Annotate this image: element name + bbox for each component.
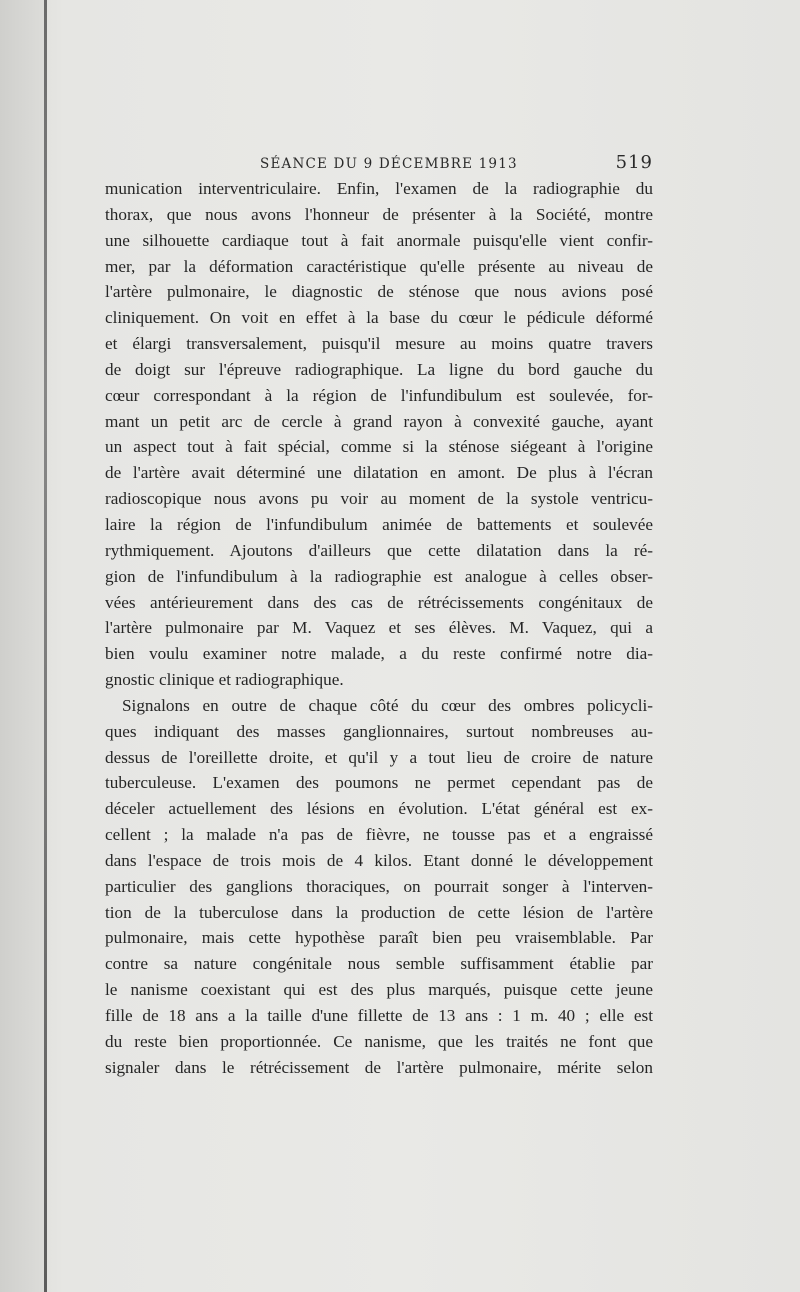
running-title: SÉANCE DU 9 DÉCEMBRE 1913 — [260, 156, 518, 172]
text-line: une silhouette cardiaque tout à fait anormale puisqu'elle vient confir- — [105, 230, 653, 250]
paragraph — [105, 693, 653, 1081]
text-line: laire la région de l'infundibulum animée de battements et soulevée — [105, 514, 653, 534]
text-line: un aspect tout à fait spécial, comme si la sténose siégeant à l'origine — [105, 437, 653, 457]
text-line: vées antérieurement dans des cas de rétrécissements congénitaux de — [105, 592, 653, 612]
text-line: rythmiquement. Ajoutons d'ailleurs que cette dilatation dans la ré- — [105, 540, 653, 560]
running-head — [105, 150, 653, 176]
text-line: radioscopique nous avons pu voir au moment de la systole ventricu- — [105, 489, 653, 509]
text-line: et élargi transversalement, puisqu'il mesure au moins quatre travers — [105, 334, 653, 354]
text-line: mant un petit arc de cercle à grand rayon à convexité gauche, ayant — [105, 411, 653, 431]
binding-edge — [44, 0, 47, 1292]
text-line: signaler dans le rétrécissement de l'artère pulmonaire, mérite selon — [105, 1057, 653, 1077]
text-line: de doigt sur l'épreuve radiographique. La ligne du bord gauche du — [105, 359, 653, 379]
text-line: bien voulu examiner notre malade, a du reste confirmé notre dia- — [105, 644, 653, 664]
text-line: dans l'espace de trois mois de 4 kilos. Etant donné le développement — [105, 850, 653, 870]
text-line: Signalons en outre de chaque côté du cœur des ombres policycli- — [122, 695, 653, 715]
text-line: particulier des ganglions thoraciques, on pourrait songer à l'interven- — [105, 876, 653, 896]
text-line: déceler actuellement des lésions en évolution. L'état général est ex- — [105, 799, 653, 819]
text-line: tuberculeuse. L'examen des poumons ne permet cependant pas de — [105, 773, 653, 793]
text-line: l'artère pulmonaire par M. Vaquez et ses élèves. M. Vaquez, qui a — [105, 618, 653, 638]
text-line: gnostic clinique et radiographique. — [105, 670, 344, 690]
text-line: mer, par la déformation caractéristique qu'elle présente au niveau de — [105, 256, 653, 276]
text-line: munication interventriculaire. Enfin, l'examen de la radiographie du — [105, 179, 653, 198]
text-line: gion de l'infundibulum à la radiographie est analogue à celles obser- — [105, 566, 653, 586]
text-line: du reste bien proportionnée. Ce nanisme, que les traités ne font que — [105, 1031, 653, 1051]
body-text — [105, 176, 653, 1081]
text-line: cœur correspondant à la région de l'infundibulum est soulevée, for- — [105, 385, 653, 405]
text-line: ques indiquant des masses ganglionnaires, surtout nombreuses au- — [105, 721, 653, 741]
binding-shadow — [0, 0, 44, 1292]
text-line: contre sa nature congénitale nous semble suffisamment établie par — [105, 954, 653, 974]
text-line: fille de 18 ans a la taille d'une fillette de 13 ans : 1 m. 40 ; elle est — [105, 1006, 653, 1025]
page-number: 519 — [615, 152, 653, 173]
paragraph — [105, 176, 653, 693]
text-line: pulmonaire, mais cette hypothèse paraît bien peu vraisemblable. Par — [105, 928, 653, 948]
text-line: thorax, que nous avons l'honneur de présenter à la Société, montre — [105, 204, 653, 224]
text-line: cliniquement. On voit en effet à la base du cœur le pédicule déformé — [105, 308, 653, 328]
text-line: tion de la tuberculose dans la production de cette lésion de l'artère — [105, 902, 653, 922]
text-line: dessus de l'oreillette droite, et qu'il y a tout lieu de croire de nature — [105, 747, 653, 767]
text-line: l'artère pulmonaire, le diagnostic de sténose que nous avions posé — [105, 282, 653, 302]
text-line: le nanisme coexistant qui est des plus marqués, puisque cette jeune — [105, 980, 653, 1000]
text-line: de l'artère avait déterminé une dilatation en amont. De plus à l'écran — [105, 463, 653, 483]
text-line: cellent ; la malade n'a pas de fièvre, ne tousse pas et a engraissé — [105, 825, 653, 845]
